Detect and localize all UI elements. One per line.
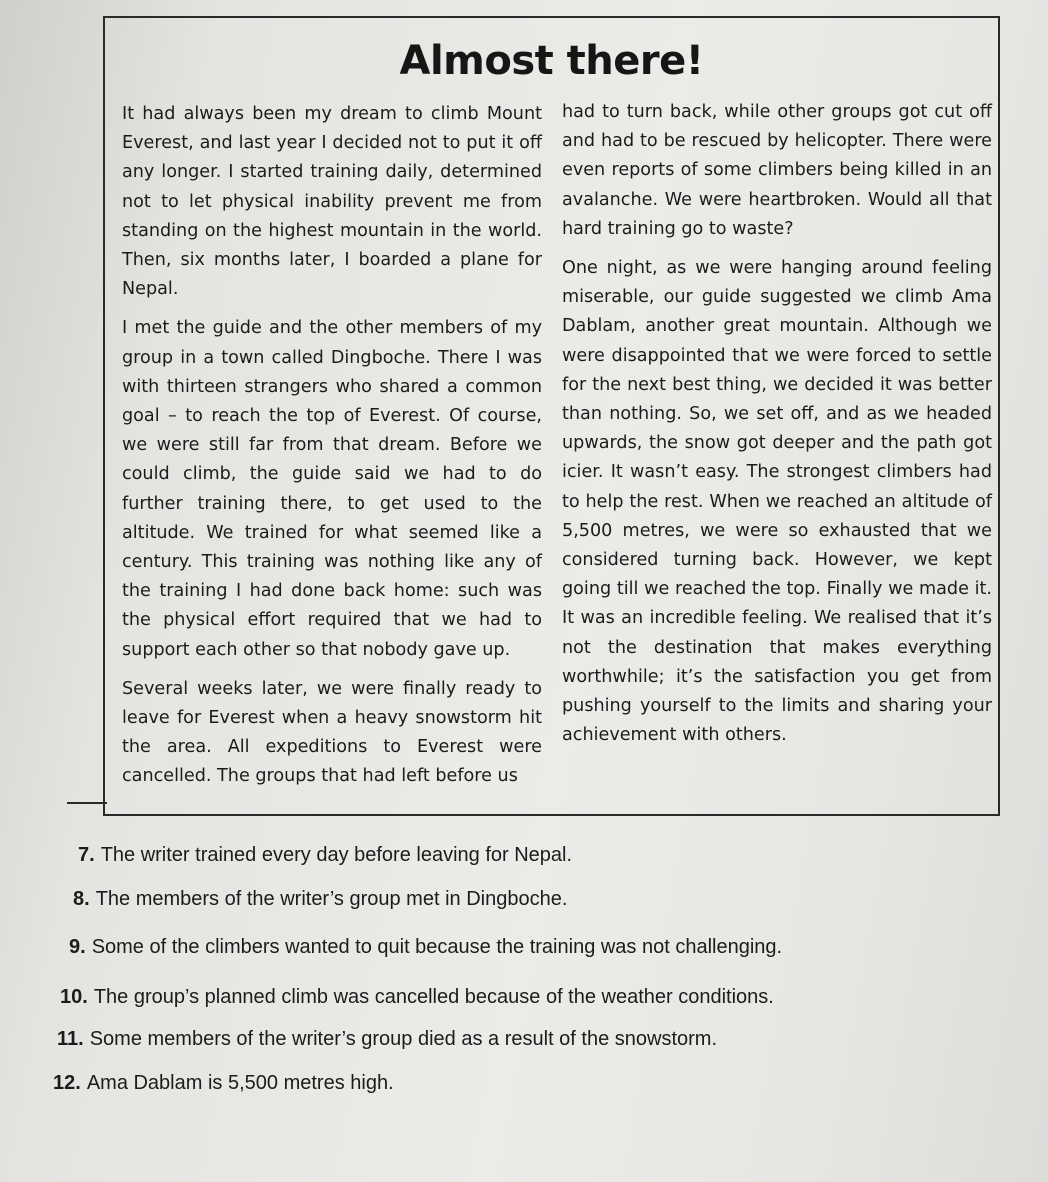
article-title: Almost there!	[399, 38, 704, 84]
question-number: 7.	[78, 844, 95, 866]
question-number: 12.	[53, 1072, 81, 1094]
article-right-column	[562, 98, 992, 760]
question-text: Ama Dablam is 5,500 metres high.	[86, 1072, 394, 1094]
article-paragraph: It had always been my dream to climb Mount Everest, and last year I decided not to put it off any longer. I started training daily, determined not to let physical inability prevent me from standing on the highest mountain in the world. Then, six months later, I boarded a plane for Nepal.	[122, 104, 542, 300]
question-text: Some members of the writer’s group died as a result of the snowstorm.	[89, 1028, 718, 1050]
question-text: Some of the climbers wanted to quit because the training was not challenging.	[91, 936, 783, 958]
question-item	[78, 844, 572, 867]
article-paragraph: Several weeks later, we were finally ready to leave for Everest when a heavy snowstorm hit the area. All expeditions to Everest were cancelled. The groups that had left before us	[122, 678, 542, 787]
question-number: 11.	[57, 1028, 84, 1050]
article-paragraph: I met the guide and the other members of my group in a town called Dingboche. There I was with thirteen strangers who shared a common goal – to reach the top of Everest. Of course, we were still far from that dream. Before we could climb, the guide said we had to do further training there, to get used to the altitude. We trained for what seemed like a century. This training was nothing like any of the training I had done back home: such was the physical effort required that we had to support each other so that nobody gave up.	[122, 318, 542, 660]
article-left-column	[122, 100, 542, 802]
question-item	[60, 986, 774, 1009]
question-text: The members of the writer’s group met in Dingboche.	[95, 888, 568, 910]
article-box	[103, 16, 1000, 816]
article-paragraph: had to turn back, while other groups got cut off and had to be rescued by helicopter. There were even reports of some climbers being killed in an avalanche. We were heartbroken. Would all that hard training go to waste?	[562, 102, 992, 239]
question-item	[53, 1072, 394, 1095]
question-number: 9.	[69, 936, 86, 958]
question-item	[57, 1028, 717, 1051]
question-text: The group’s planned climb was cancelled because of the weather conditions.	[93, 986, 774, 1008]
question-item	[69, 936, 782, 959]
question-item	[73, 888, 567, 911]
question-number: 8.	[73, 888, 90, 910]
article-paragraph: One night, as we were hanging around feeling miserable, our guide suggested we climb Ama Dablam, another great mountain. Although we were disappointed that we were forced to settle for the next best thing, we decided it was better than nothing. So, we set off, and as we headed upwards, the snow got deeper and the path got icier. It wasn’t easy. The strongest climbers had to help the rest. When we reached an altitude of 5,500 metres, we were so exhausted that we considered turning back. However, we kept going till we reached the top. Finally we made it. It was an incredible feeling. We realised that it’s not the destination that makes everything worthwhile; it’s the satisfaction you get from pushing yourself to the limits and sharing your achievement with others.	[562, 258, 992, 746]
question-text: The writer trained every day before leaving for Nepal.	[100, 844, 573, 866]
question-number: 10.	[60, 986, 88, 1008]
